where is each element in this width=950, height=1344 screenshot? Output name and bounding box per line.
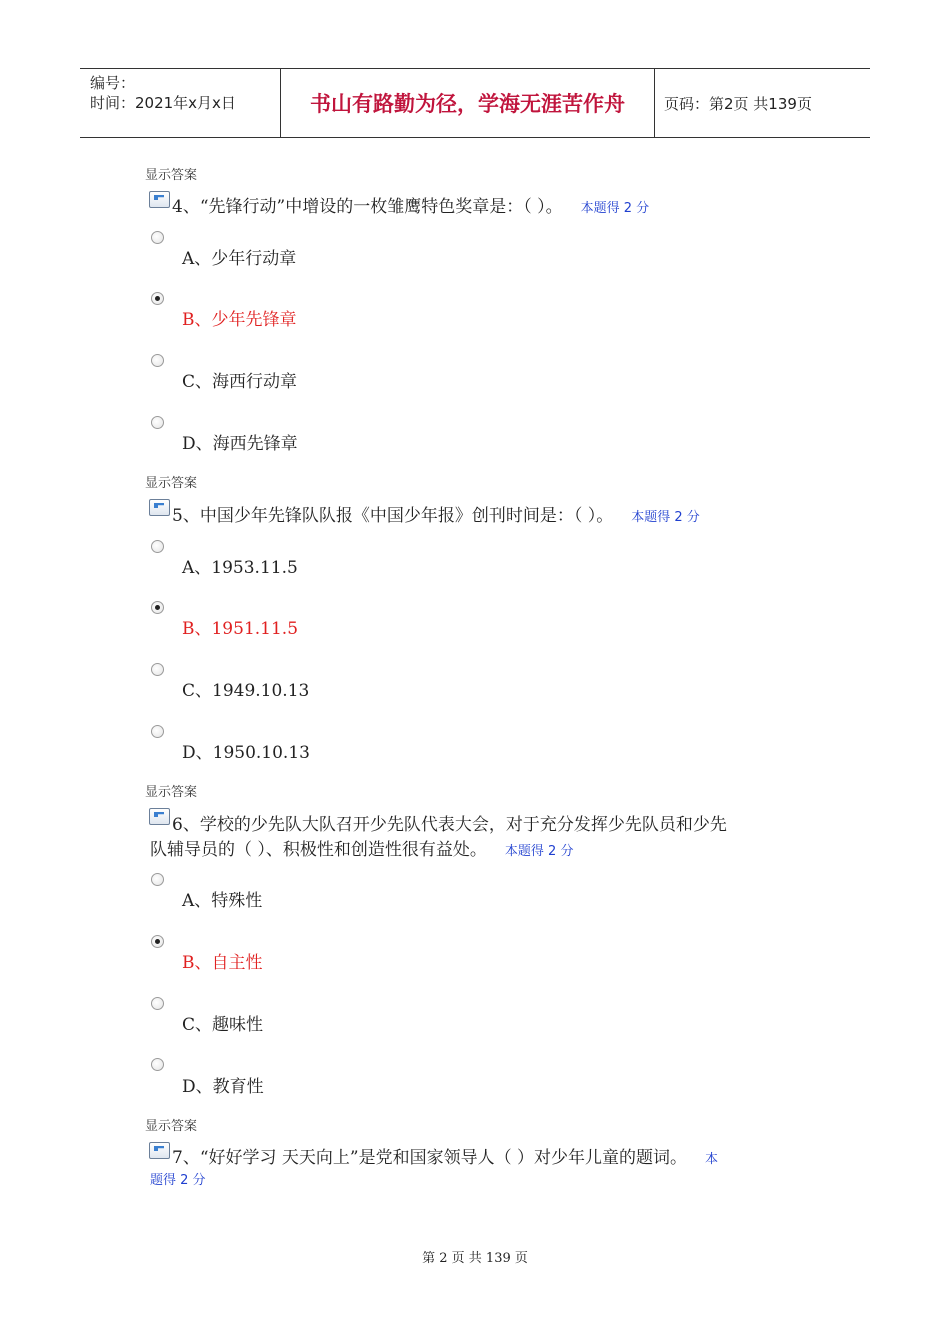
question-5-text: 5、中国少年先锋队队报《中国少年报》创刊时间是：（ ）。 本题得 2 分 xyxy=(172,506,700,526)
option-label: A、少年行动章 xyxy=(182,249,297,269)
page-footer: 第 2 页 共 139 页 xyxy=(422,1251,528,1266)
question-7-text: 7、“好好学习 天天向上”是党和国家领导人（ ）对少年儿童的题词。 本 xyxy=(172,1148,719,1168)
radio-option-a[interactable] xyxy=(151,873,164,886)
radio-option-c[interactable] xyxy=(151,997,164,1010)
radio-option-a[interactable] xyxy=(151,540,164,553)
show-answer-link[interactable]: 显示答案 xyxy=(145,168,198,183)
score-label: 本题得 2 分 xyxy=(580,201,650,216)
question-flag-icon[interactable] xyxy=(149,1142,170,1159)
question-4-text: 4、“先锋行动”中增设的一枚雏鹰特色奖章是：（ ）。 本题得 2 分 xyxy=(172,197,650,217)
question-flag-icon[interactable] xyxy=(149,808,170,825)
question-flag-icon[interactable] xyxy=(149,191,170,208)
option-label: D、教育性 xyxy=(182,1077,264,1097)
option-label: D、海西先锋章 xyxy=(182,434,298,454)
question-6-text-line1: 6、学校的少先队大队召开少先队代表大会，对于充分发挥少先队员和少先 xyxy=(172,815,727,835)
option-label: A、1953.11.5 xyxy=(182,558,298,578)
page-header xyxy=(80,68,870,138)
score-label-continued: 题得 2 分 xyxy=(150,1173,206,1188)
option-label: A、特殊性 xyxy=(182,891,263,911)
header-meta xyxy=(80,69,281,137)
radio-option-c[interactable] xyxy=(151,663,164,676)
option-label: C、1949.10.13 xyxy=(182,681,310,701)
score-label: 本题得 2 分 xyxy=(504,844,574,859)
question-flag-icon[interactable] xyxy=(149,499,170,516)
option-label: C、趣味性 xyxy=(182,1015,264,1035)
radio-option-d[interactable] xyxy=(151,416,164,429)
radio-option-b-selected[interactable] xyxy=(151,935,164,948)
show-answer-link[interactable]: 显示答案 xyxy=(145,1119,198,1134)
show-answer-link[interactable]: 显示答案 xyxy=(145,476,198,491)
show-answer-link[interactable]: 显示答案 xyxy=(145,785,198,800)
header-motto: 书山有路勤为径，学海无涯苦作舟 xyxy=(281,69,655,137)
radio-option-a[interactable] xyxy=(151,231,164,244)
question-6-text-line2: 队辅导员的（ ）、积极性和创造性很有益处。 本题得 2 分 xyxy=(150,840,574,860)
time-label: 时间：2021年x月x日 xyxy=(90,94,236,112)
score-label: 本 xyxy=(705,1152,719,1167)
option-label-correct: B、自主性 xyxy=(182,953,263,973)
radio-option-b-selected[interactable] xyxy=(151,292,164,305)
option-label-correct: B、少年先锋章 xyxy=(182,310,297,330)
number-label: 编号： xyxy=(90,74,136,92)
header-page-info: 页码：第2页 共139页 xyxy=(664,94,812,113)
radio-option-d[interactable] xyxy=(151,1058,164,1071)
option-label-correct: B、1951.11.5 xyxy=(182,619,299,639)
option-label: D、1950.10.13 xyxy=(182,743,310,763)
radio-option-d[interactable] xyxy=(151,725,164,738)
option-label: C、海西行动章 xyxy=(182,372,298,392)
radio-option-b-selected[interactable] xyxy=(151,601,164,614)
radio-option-c[interactable] xyxy=(151,354,164,367)
score-label: 本题得 2 分 xyxy=(631,510,700,525)
